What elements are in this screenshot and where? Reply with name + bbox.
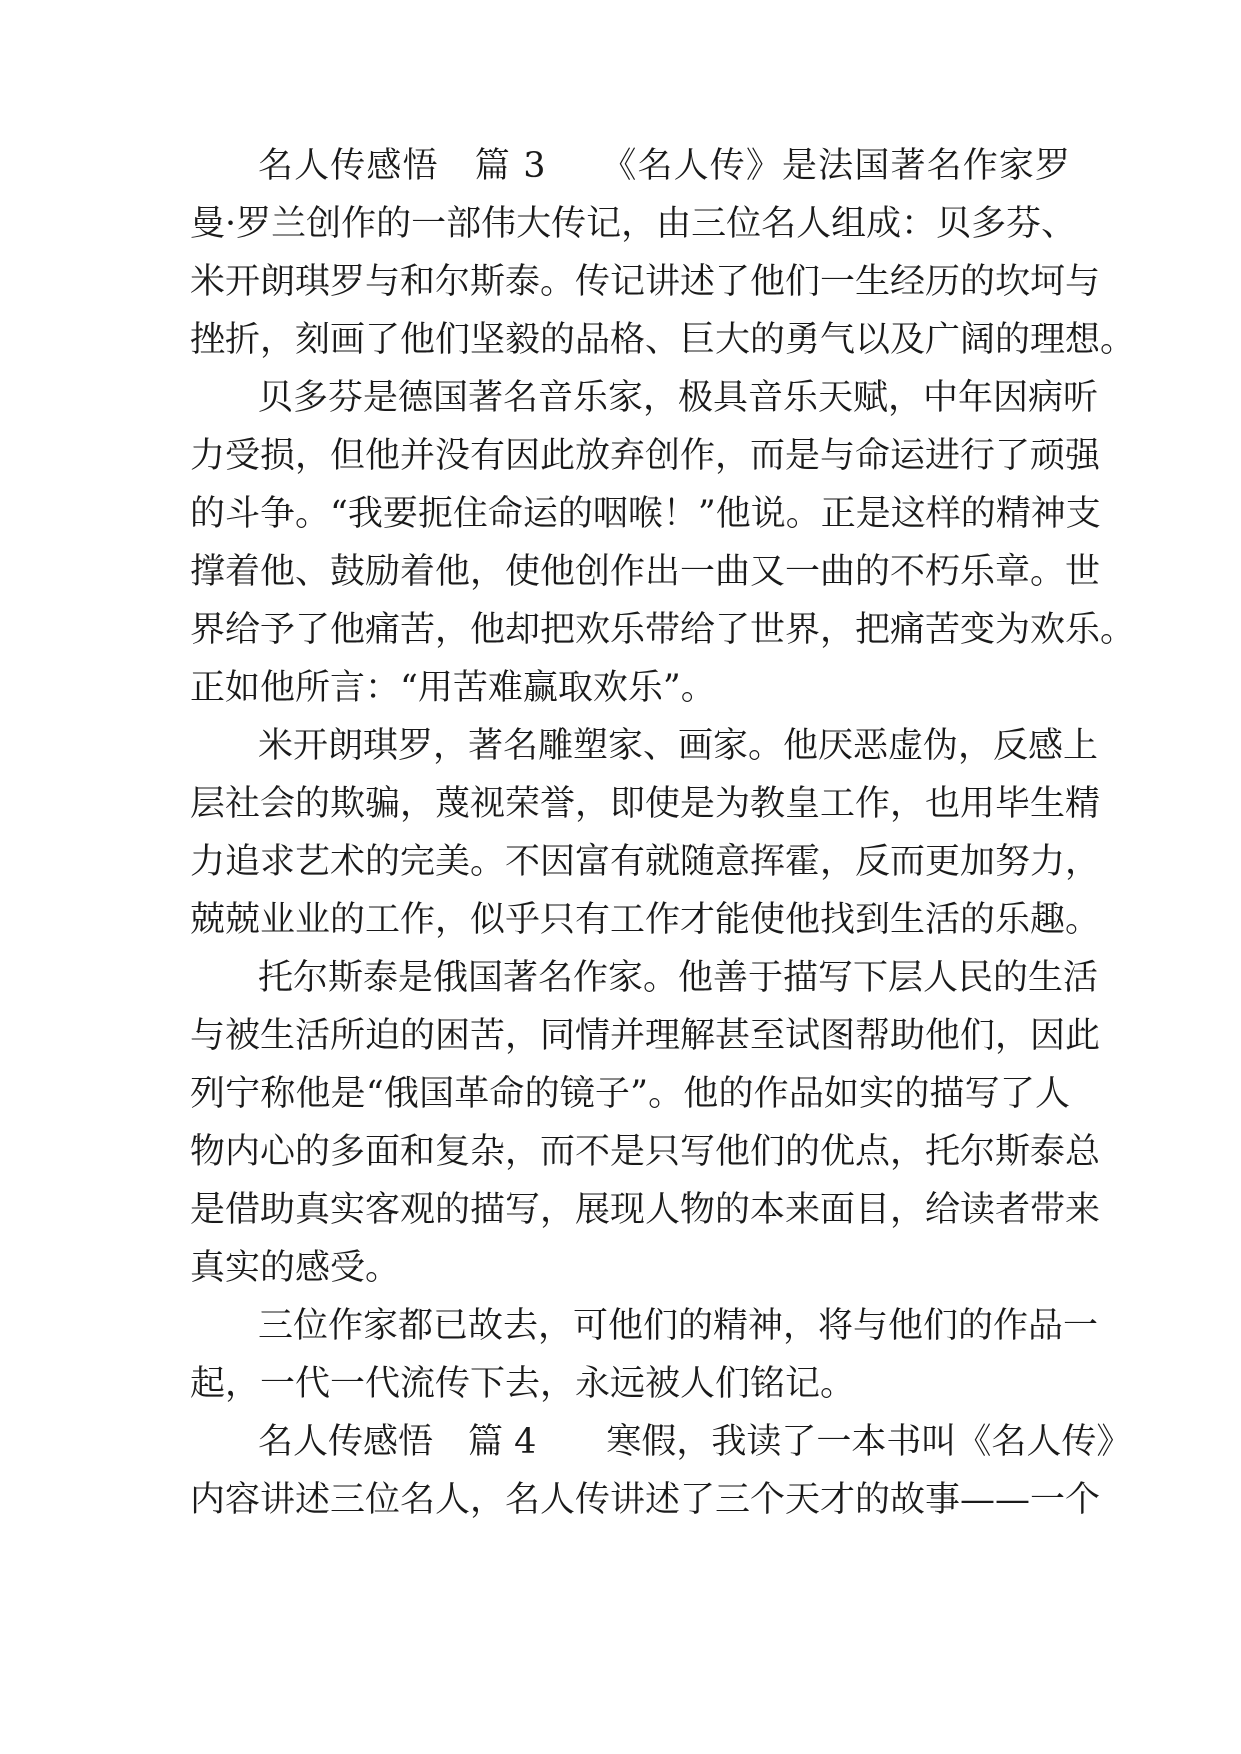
text-line: 层社会的欺骗，蔑视荣誉，即使是为教皇工作，也用毕生精 xyxy=(190,784,1101,824)
text-line: 名人传感悟 篇 3 《名人传》是法国著名作家罗 xyxy=(258,146,1070,186)
text-line: 内容讲述三位名人，名人传讲述了三个天才的故事——一个 xyxy=(190,1480,1101,1520)
text-line: 米开朗琪罗与和尔斯泰。传记讲述了他们一生经历的坎坷与 xyxy=(190,262,1101,302)
text-line: 列宁称他是“俄国革命的镜子”。他的作品如实的描写了人 xyxy=(190,1074,1070,1114)
text-line: 力追求艺术的完美。不因富有就随意挥霍，反而更加努力， xyxy=(190,842,1101,882)
text-line: 托尔斯泰是俄国著名作家。他善于描写下层人民的生活 xyxy=(258,958,1099,998)
text-line: 力受损，但他并没有因此放弃创作，而是与命运进行了顽强 xyxy=(190,436,1101,476)
text-line: 米开朗琪罗，著名雕塑家、画家。他厌恶虚伪，反感上 xyxy=(258,726,1099,766)
text-line: 与被生活所迫的困苦，同情并理解甚至试图帮助他们，因此 xyxy=(190,1016,1101,1056)
text-line: 真实的感受。 xyxy=(190,1248,401,1288)
text-line: 界给予了他痛苦，他却把欢乐带给了世界，把痛苦变为欢乐。 xyxy=(190,610,1136,650)
text-line: 撑着他、鼓励着他，使他创作出一曲又一曲的不朽乐章。世 xyxy=(190,552,1101,592)
text-line: 挫折，刻画了他们坚毅的品格、巨大的勇气以及广阔的理想。 xyxy=(190,320,1136,360)
text-line: 名人传感悟 篇 4 寒假，我读了一本书叫《名人传》 xyxy=(258,1422,1132,1462)
text-line: 起，一代一代流传下去，永远被人们铭记。 xyxy=(190,1364,856,1404)
text-line: 贝多芬是德国著名音乐家，极具音乐天赋，中年因病听 xyxy=(258,378,1099,418)
text-line: 物内心的多面和复杂，而不是只写他们的优点，托尔斯泰总 xyxy=(190,1132,1101,1172)
text-line: 是借助真实客观的描写，展现人物的本来面目，给读者带来 xyxy=(190,1190,1101,1230)
text-line: 正如他所言：“用苦难赢取欢乐”。 xyxy=(190,668,716,708)
text-line: 曼·罗兰创作的一部伟大传记，由三位名人组成：贝多芬、 xyxy=(190,204,1077,244)
text-line: 的斗争。“我要扼住命运的咽喉！”他说。正是这样的精神支 xyxy=(190,494,1101,534)
text-line: 三位作家都已故去，可他们的精神，将与他们的作品一 xyxy=(258,1306,1099,1346)
text-line: 兢兢业业的工作，似乎只有工作才能使他找到生活的乐趣。 xyxy=(190,900,1101,940)
